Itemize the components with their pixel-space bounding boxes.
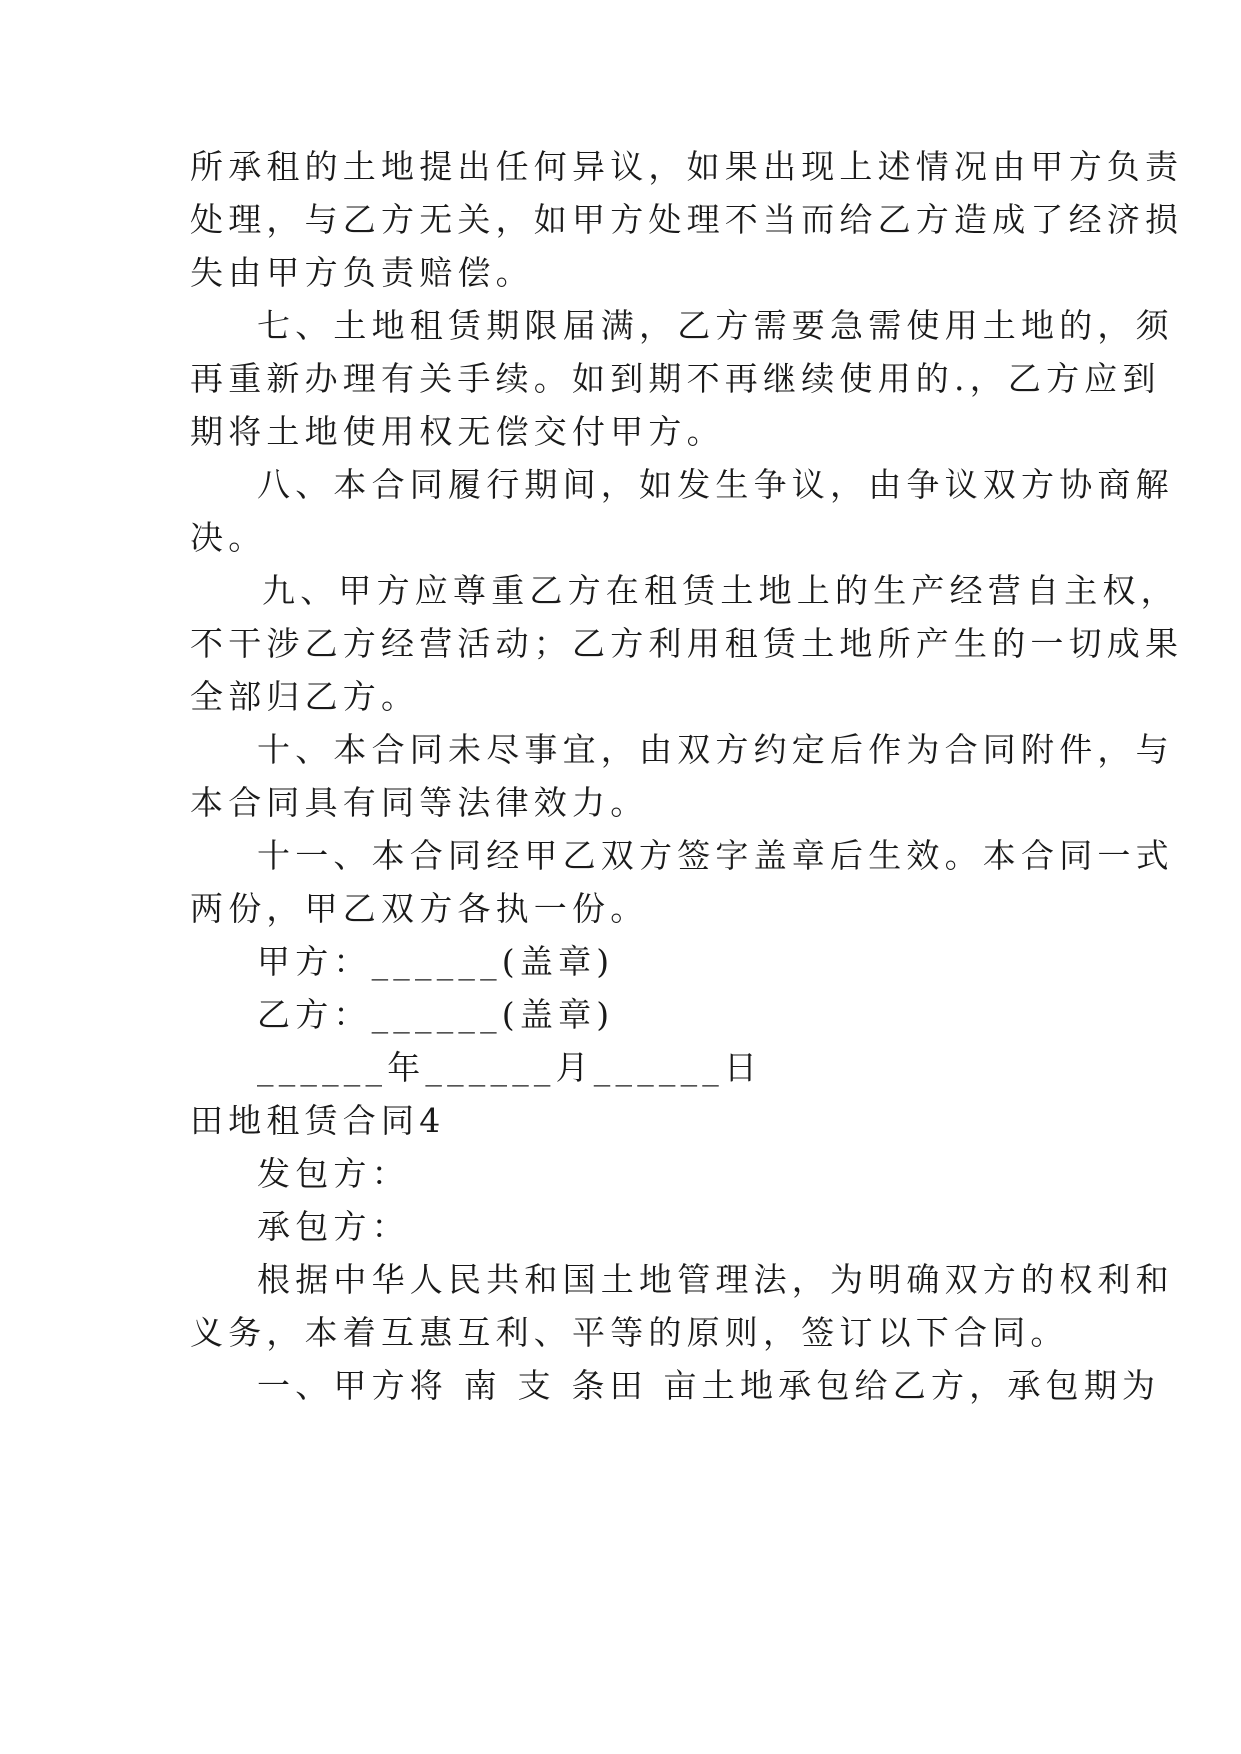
clause-8: 八、本合同履行期间，如发生争议，由争议双方协商解 [257,465,1174,504]
preamble: 根据中华人民共和国土地管理法，为明确双方的权利和 [257,1260,1174,1299]
party-a-signature: 甲方：______(盖章) [257,942,615,981]
clause-7: 七、土地租赁期限届满，乙方需要急需使用土地的，须 [257,306,1174,345]
clause-11: 十一、本合同经甲乙双方签字盖章后生效。本合同一式 [257,836,1174,875]
clause-1: 一、甲方将 南 支 条田 亩土地承包给乙方，承包期为 [257,1366,1161,1405]
text-line: 全部归乙方。 [190,677,420,716]
text-line: 两份，甲乙双方各执一份。 [190,889,649,928]
clause-9: 九、甲方应尊重乙方在租赁土地上的生产经营自主权， [262,571,1179,610]
text-line: 再重新办理有关手续。如到期不再继续使用的.，乙方应到 [190,359,1161,398]
text-line: 失由甲方负责赔偿。 [190,253,534,292]
text-line: 决。 [190,518,267,557]
text-line: 处理，与乙方无关，如甲方处理不当而给乙方造成了经济损 [190,200,1184,239]
text-line: 所承租的土地提出任何异议，如果出现上述情况由甲方负责 [190,147,1184,186]
contracting-party: 发包方： [257,1154,410,1193]
text-line: 期将土地使用权无偿交付甲方。 [190,412,725,451]
clause-10: 十、本合同未尽事宜，由双方约定后作为合同附件，与 [257,730,1174,769]
text-line: 不干涉乙方经营活动；乙方利用租赁土地所产生的一切成果 [190,624,1184,663]
date-line: ______年______月______日 [257,1048,763,1087]
text-line: 本合同具有同等法律效力。 [190,783,649,822]
contractor-party: 承包方： [257,1207,410,1246]
section-title: 田地租赁合同4 [190,1101,446,1140]
text-line: 义务，本着互惠互利、平等的原则，签订以下合同。 [190,1313,1069,1352]
party-b-signature: 乙方：______(盖章) [257,995,615,1034]
